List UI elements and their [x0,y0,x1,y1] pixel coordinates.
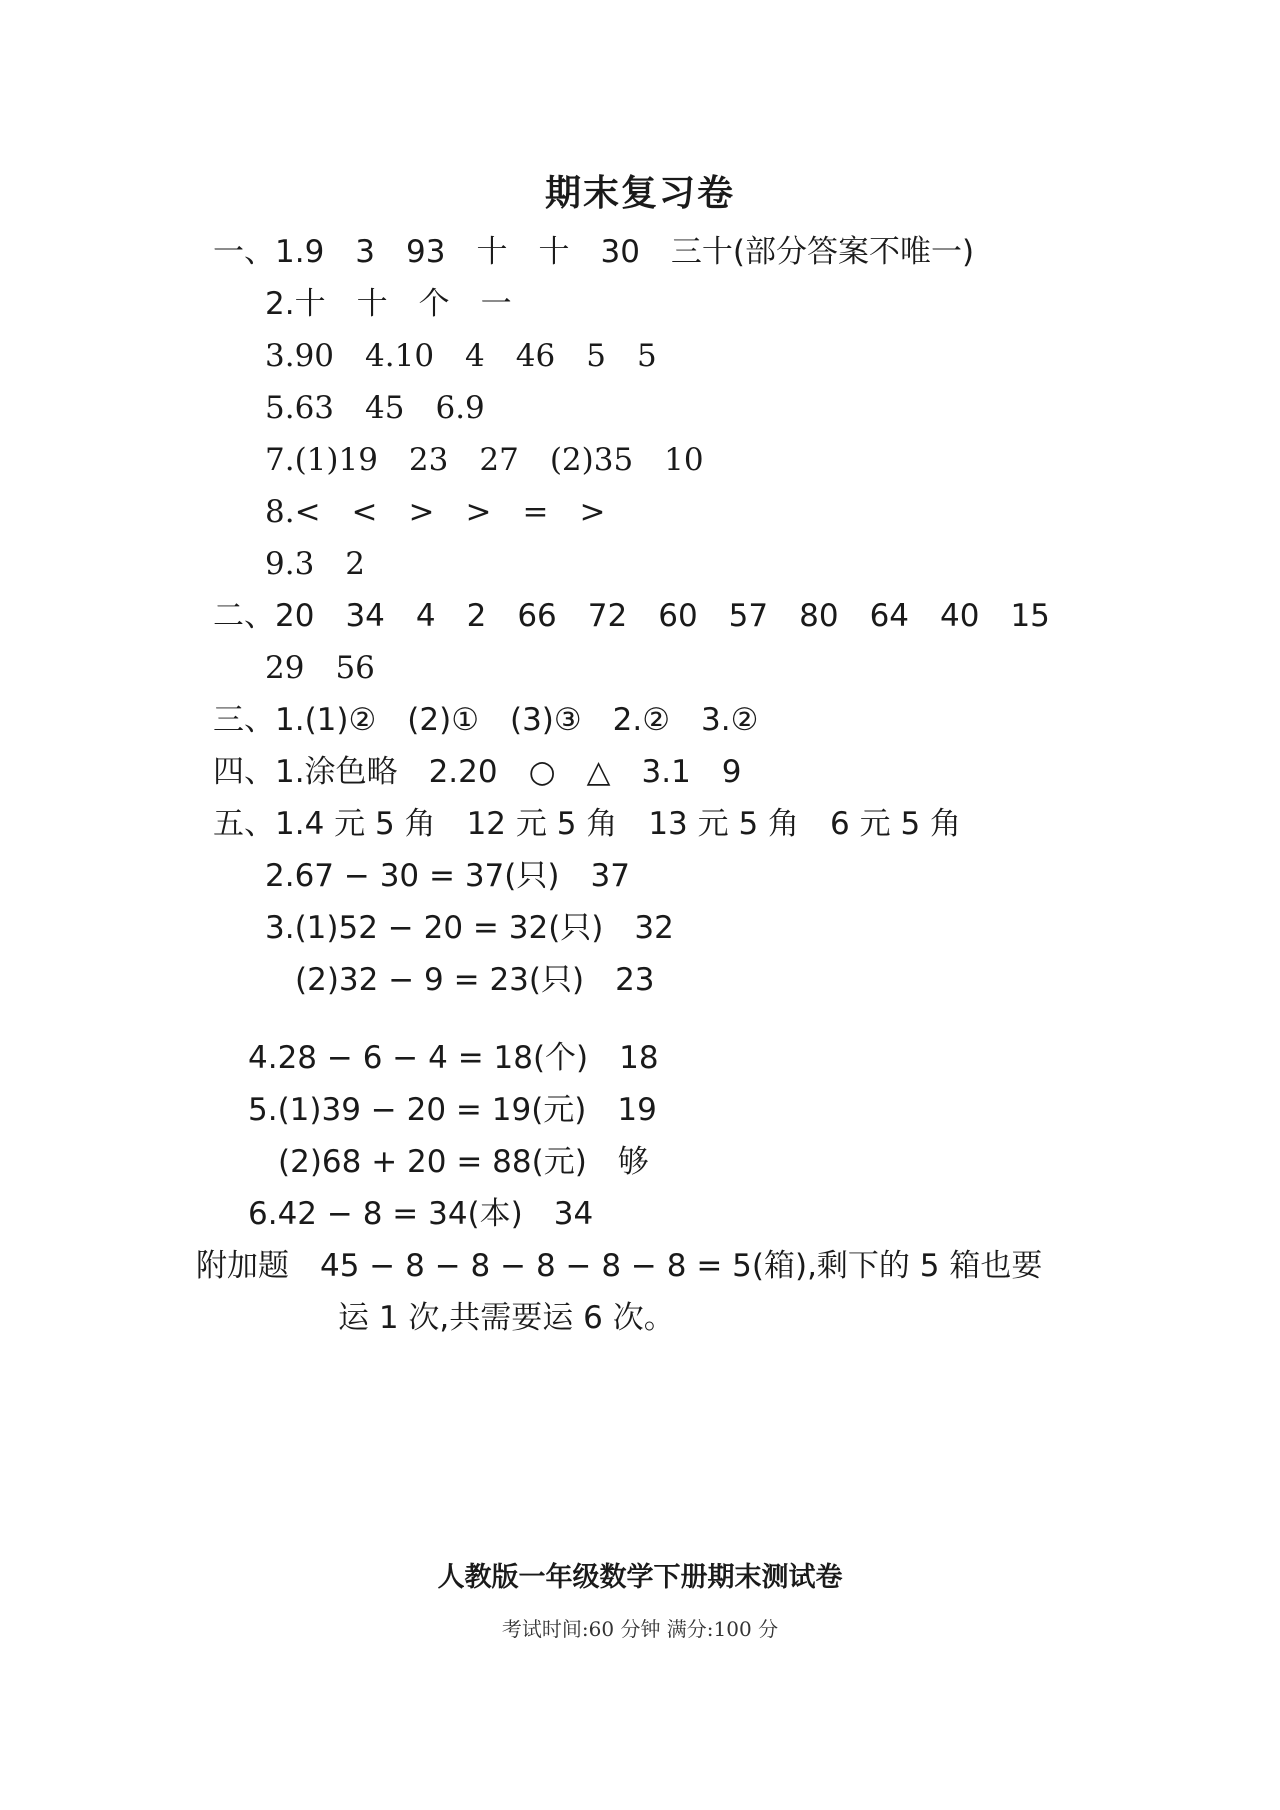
answer-line-17: 5.(1)39 − 20 = 19(元) 19 [248,1092,657,1128]
answer-line-21: 运 1 次,共需要运 6 次。 [338,1300,675,1336]
answer-line-2: 2.十 十 个 一 [265,286,512,322]
answer-line-20: 附加题 45 − 8 − 8 − 8 − 8 − 8 = 5(箱),剩下的 5 箱也要 [196,1248,1043,1284]
answer-line-1: 一、1.9 3 93 十 十 30 三十(部分答案不唯一) [213,234,975,270]
answer-line-11: 四、1.涂色略 2.20 ○ △ 3.1 9 [213,754,742,790]
answer-line-16: 4.28 − 6 − 4 = 18(个) 18 [248,1040,659,1076]
answer-line-10: 三、1.(1)② (2)① (3)③ 2.② 3.② [213,702,759,738]
answer-line-7: 9.3 2 [265,546,366,582]
footer-subtitle: 考试时间:60 分钟 满分:100 分 [501,1617,779,1641]
answer-line-4: 5.63 45 6.9 [265,390,485,426]
answer-line-9: 29 56 [265,650,375,686]
answer-line-19: 6.42 − 8 = 34(本) 34 [248,1196,594,1232]
answer-line-14: 3.(1)52 − 20 = 32(只) 32 [265,910,674,946]
answer-line-8: 二、20 34 4 2 66 72 60 57 80 64 40 15 [213,598,1050,634]
page-title: 期末复习卷 [544,173,735,214]
answer-line-15: (2)32 − 9 = 23(只) 23 [295,962,655,998]
answer-line-18: (2)68 + 20 = 88(元) 够 [278,1144,649,1180]
answer-line-3: 3.90 4.10 4 46 5 5 [265,338,657,374]
answer-line-13: 2.67 − 30 = 37(只) 37 [265,858,630,894]
answer-line-12: 五、1.4 元 5 角 12 元 5 角 13 元 5 角 6 元 5 角 [213,806,962,842]
footer-title: 人教版一年级数学下册期末测试卷 [437,1562,843,1593]
answer-line-5: 7.(1)19 23 27 (2)35 10 [265,442,704,478]
answer-line-6: 8.< < > > = > [265,494,606,530]
